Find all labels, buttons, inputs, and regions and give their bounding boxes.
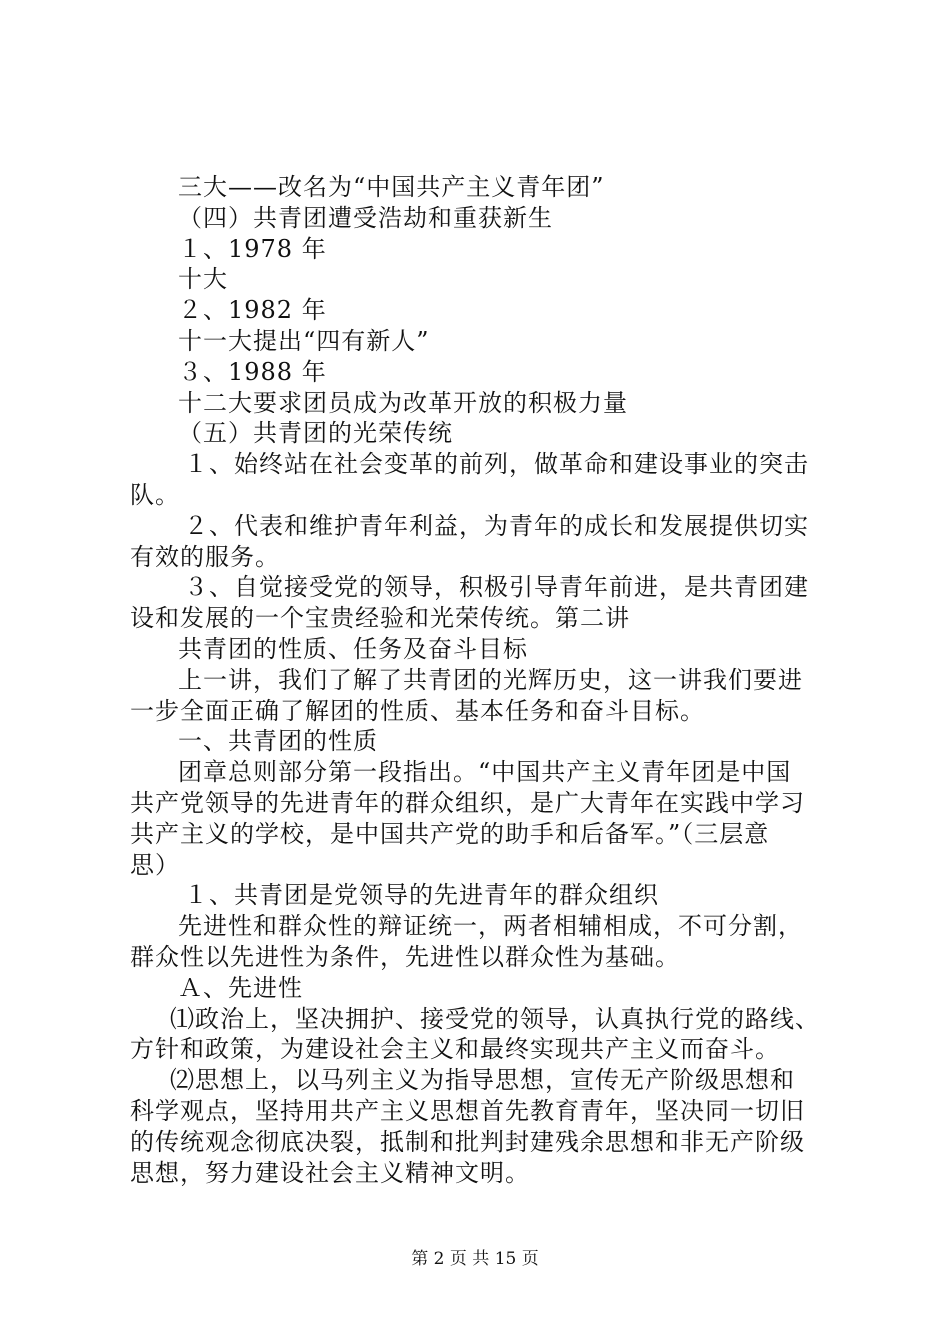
section-heading: （四）共青团遭受浩劫和重获新生 — [178, 203, 553, 232]
text-line: ２、代表和维护青年利益，为青年的成长和发展提供切实 — [184, 511, 809, 540]
text-line: １、始终站在社会变革的前列，做革命和建设事业的突击 — [184, 450, 809, 479]
text-line: 群众性以先进性为条件，先进性以群众性为基础。 — [130, 942, 680, 971]
section-heading: Ａ、先进性 — [178, 973, 303, 1002]
text-line: 上一讲，我们了解了共青团的光辉历史，这一讲我们要进 — [178, 665, 803, 694]
text-line: 方针和政策，为建设社会主义和最终实现共产主义而奋斗。 — [130, 1035, 780, 1064]
text-line: ⑴政治上，坚决拥护、接受党的领导，认真执行党的路线、 — [170, 1004, 820, 1033]
text-line: 设和发展的一个宝贵经验和光荣传统。第二讲 — [130, 604, 630, 633]
text-line: 十大 — [178, 265, 228, 294]
text-line: 十一大提出“四有新人” — [178, 326, 430, 355]
text-line: 思想，努力建设社会主义精神文明。 — [130, 1158, 530, 1187]
text-line: 的传统观念彻底决裂，抵制和批判封建残余思想和非无产阶级 — [130, 1127, 805, 1156]
text-line: １、共青团是党领导的先进青年的群众组织 — [184, 881, 659, 910]
section-heading: （五）共青团的光荣传统 — [178, 419, 453, 448]
section-heading: 一、共青团的性质 — [178, 727, 378, 756]
document-body — [130, 172, 830, 1188]
text-line: 先进性和群众性的辩证统一，两者相辅相成，不可分割， — [178, 912, 803, 941]
text-line: 十二大要求团员成为改革开放的积极力量 — [178, 388, 628, 417]
text-line: １、1978 年 — [178, 234, 327, 263]
text-line: 共产主义的学校，是中国共产党的助手和后备军。”（三层意 — [130, 819, 770, 848]
text-line: 思） — [130, 850, 180, 879]
text-line: 科学观点，坚持用共产主义思想首先教育青年，坚决同一切旧 — [130, 1096, 805, 1125]
text-line: 有效的服务。 — [130, 542, 280, 571]
text-line: 一步全面正确了解团的性质、基本任务和奋斗目标。 — [130, 696, 705, 725]
text-line: ３、1988 年 — [178, 357, 327, 386]
lecture-title: 共青团的性质、任务及奋斗目标 — [178, 634, 528, 663]
text-line: ３、自觉接受党的领导，积极引导青年前进，是共青团建 — [184, 573, 809, 602]
page-footer: 第 2 页 共 15 页 — [411, 1249, 539, 1269]
text-line: ２、1982 年 — [178, 296, 327, 325]
text-line: 队。 — [130, 480, 180, 509]
text-line: 三大——改名为“中国共产主义青年团” — [178, 173, 605, 201]
text-line: 共产党领导的先进青年的群众组织，是广大青年在实践中学习 — [130, 788, 805, 817]
text-line: 团章总则部分第一段指出。“中国共产主义青年团是中国 — [178, 758, 792, 787]
text-line: ⑵思想上，以马列主义为指导思想，宣传无产阶级思想和 — [170, 1066, 795, 1095]
